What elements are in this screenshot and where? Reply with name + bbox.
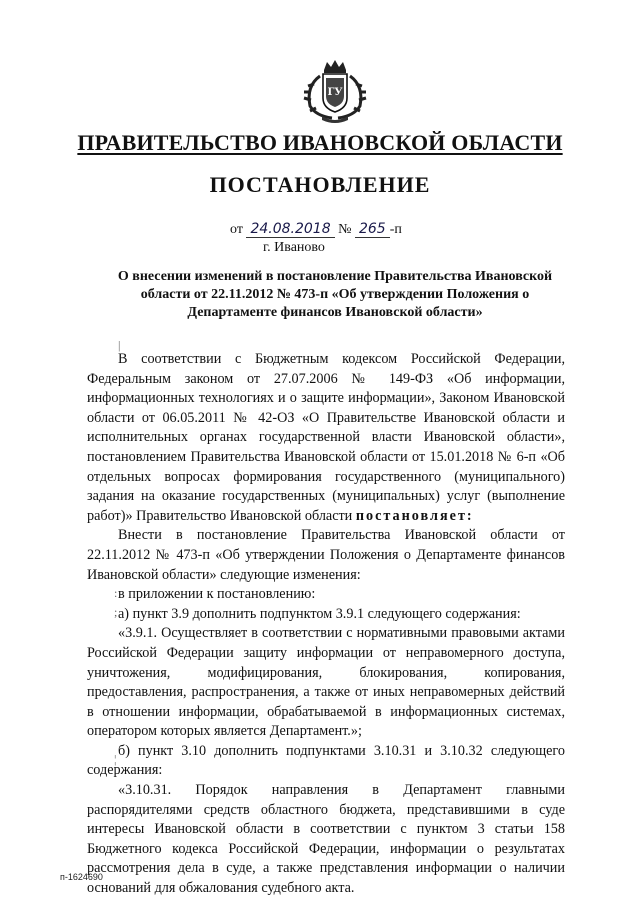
document-subject: О внесении изменений в постановление Правительства Ивановской области от 22.11.2012 № 473-п «Об утверждении Положения о Департаменте финансов Ивановской области» bbox=[117, 269, 553, 320]
paragraph-item-b: б) пункт 3.10 дополнить подпунктами 3.10.31 и 3.10.32 следующего содержания: bbox=[87, 742, 565, 779]
footer-code: п-1624690 bbox=[60, 872, 103, 882]
paragraph-legal-basis-text: В соответствии с Бюджетным кодексом Российской Федерации, Федеральным законом от 27.07.2006 № 149-ФЗ «Об информации, информационных технологиях и о защите информации», Законом Ивановской области от 06.05.2011 № 42-ОЗ «О Правительстве Ивановской области и исполнительных органах государственной власти Ивановской области», постановлением Правительства Ивановской области от 15.01.2018 № 6-п «Об отдельных вопросах формирования государственного (муниципального) задания на оказание государственных (муниципальных) услуг (выполнение работ)» Правительство Ивановской области bbox=[87, 351, 565, 524]
paragraph-3-9-1: «3.9.1. Осуществляет в соответствии с нормативными правовыми актами Российской Федерации защиту информации от неправомерного доступа, уничтожения, модифицирования, блокирования, копирования, предоставления, распространения, а также от иных неправомерных действий в отношении информации, обрабатываемой в информационных системах, оператором которых является Департамент.»; bbox=[87, 625, 565, 740]
number-sign: № bbox=[338, 222, 352, 237]
city-line: г. Иваново bbox=[263, 240, 325, 255]
date-number-line bbox=[230, 221, 402, 238]
scan-mark: | bbox=[118, 338, 121, 352]
paragraph-amend: Внести в постановление Правительства Ивановской области от 22.11.2012 № 473-п «Об утверждении Положения о Департаменте финансов Ивановской области» следующие изменения: bbox=[87, 527, 565, 583]
date-prefix: от bbox=[230, 222, 243, 237]
coat-of-arms-emblem bbox=[296, 58, 374, 124]
organization-title bbox=[0, 130, 640, 156]
resolves-keyword: постановляет: bbox=[355, 507, 474, 524]
paragraph-appendix: в приложении к постановлению: bbox=[118, 586, 316, 603]
scan-mark: : bbox=[114, 586, 118, 600]
scan-mark: ; bbox=[114, 605, 118, 619]
organization-title-text: ПРАВИТЕЛЬСТВО ИВАНОВСКОЙ ОБЛАСТИ bbox=[77, 130, 563, 155]
paragraph-item-a: а) пункт 3.9 дополнить подпунктом 3.9.1 следующего содержания: bbox=[118, 605, 521, 622]
paragraph-legal-basis bbox=[87, 350, 565, 526]
scan-mark: ¦ bbox=[114, 752, 117, 766]
document-body bbox=[87, 350, 565, 899]
svg-text:ГУ: ГУ bbox=[327, 87, 343, 98]
date-handwritten: 24.08.2018 bbox=[246, 221, 334, 238]
paragraph-3-10-31: «3.10.31. Порядок направления в Департамент главными распорядителями средств областного бюджета, представившими в суде интересы Ивановской области в соответствии с пунктом 3 статьи 158 Бюджетного кодекса Российской Федерации, информации о результатах рассмотрения дела в суде, а также представления информации о наличии оснований для обжалования судебного акта. bbox=[87, 782, 565, 897]
document-type-heading: ПОСТАНОВЛЕНИЕ bbox=[209, 172, 431, 197]
number-handwritten: 265 bbox=[355, 221, 390, 238]
number-suffix: -п bbox=[389, 222, 402, 237]
